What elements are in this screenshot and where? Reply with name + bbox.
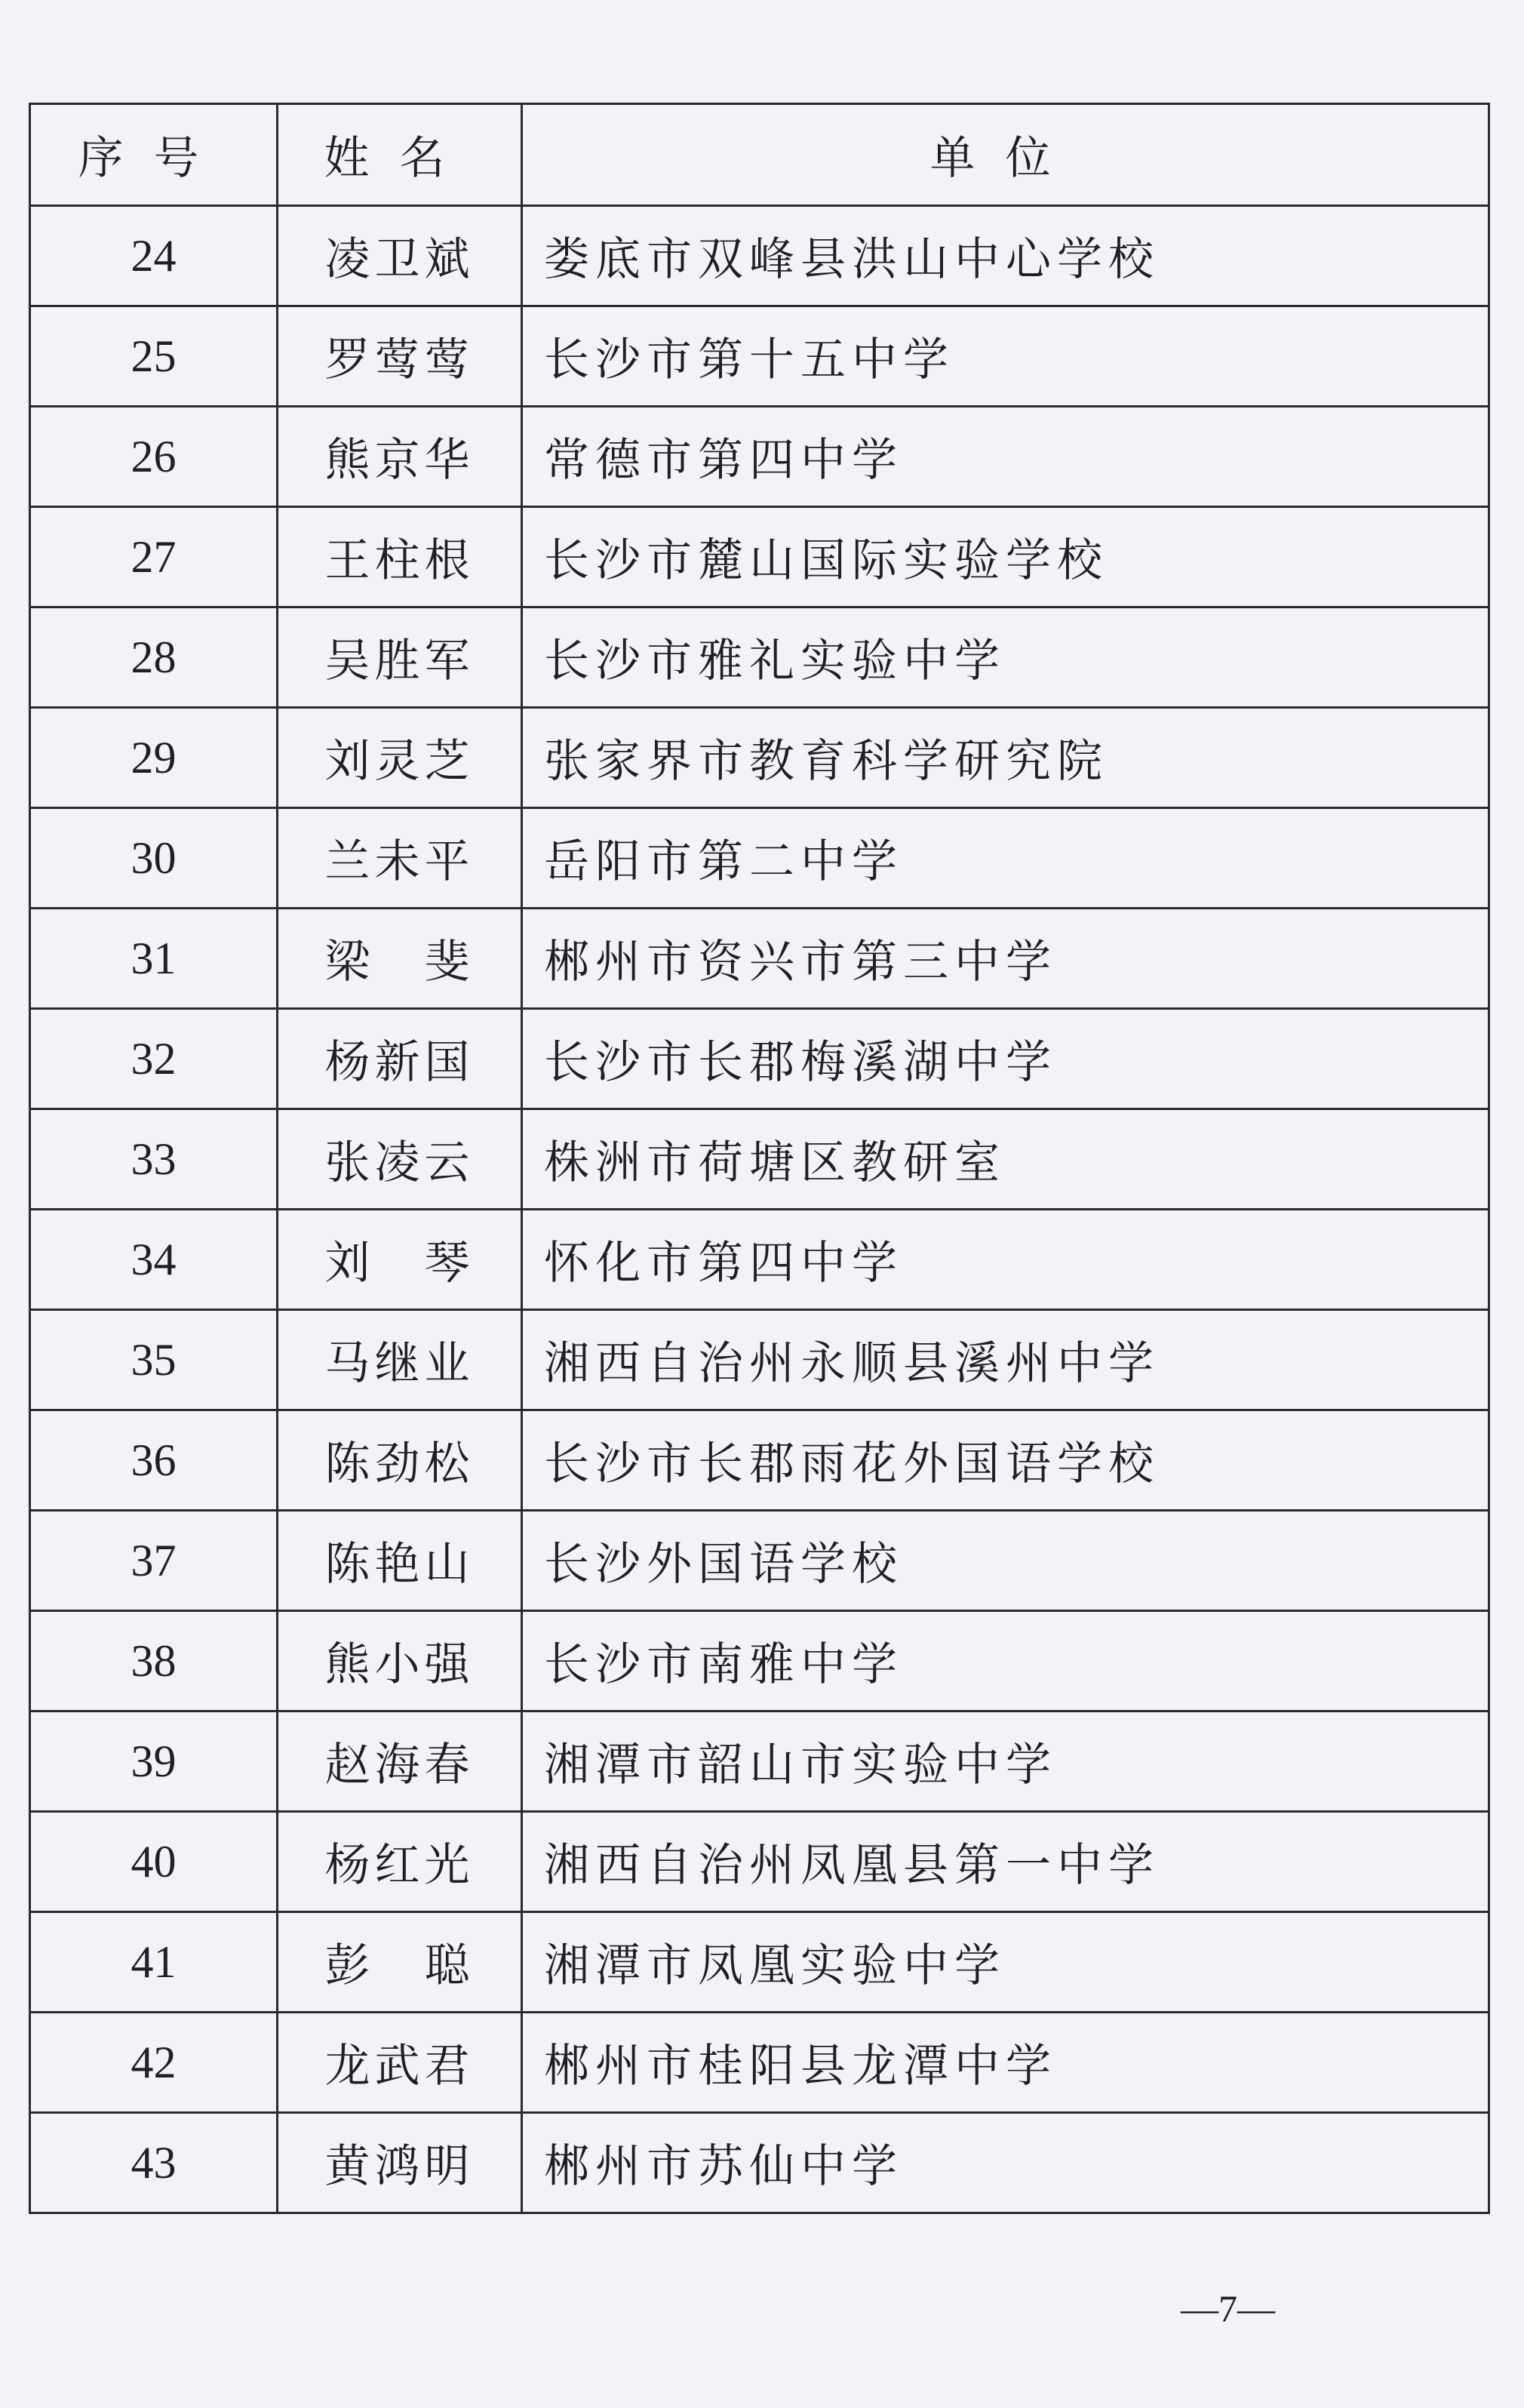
- cell-name: 熊小强: [278, 1611, 522, 1711]
- cell-unit: 张家界市教育科学研究院: [522, 708, 1489, 808]
- header-seq: 序号: [30, 104, 278, 206]
- cell-name: 马继业: [278, 1310, 522, 1410]
- table-row: [30, 1410, 1489, 1511]
- cell-seq: 34: [30, 1210, 278, 1310]
- table-row: [30, 1310, 1489, 1410]
- cell-name: 刘 琴: [278, 1210, 522, 1310]
- cell-name: 刘灵芝: [278, 708, 522, 808]
- cell-seq: 30: [30, 808, 278, 909]
- cell-name: 王柱根: [278, 507, 522, 607]
- cell-unit: 郴州市苏仙中学: [522, 2113, 1489, 2213]
- table-header-row: [30, 104, 1489, 206]
- cell-name: 吴胜军: [278, 607, 522, 708]
- table-row: [30, 306, 1489, 407]
- table-row: [30, 1611, 1489, 1711]
- table-row: [30, 1109, 1489, 1210]
- table-row: [30, 808, 1489, 909]
- table-row: [30, 607, 1489, 708]
- table-row: [30, 407, 1489, 507]
- cell-name: 张凌云: [278, 1109, 522, 1210]
- cell-unit: 怀化市第四中学: [522, 1210, 1489, 1310]
- cell-unit: 长沙市雅礼实验中学: [522, 607, 1489, 708]
- table-row: [30, 206, 1489, 306]
- table-row: [30, 1912, 1489, 2013]
- cell-name: 梁 斐: [278, 909, 522, 1009]
- cell-seq: 33: [30, 1109, 278, 1210]
- cell-name: 黄鸿明: [278, 2113, 522, 2213]
- cell-name: 龙武君: [278, 2013, 522, 2113]
- cell-unit: 岳阳市第二中学: [522, 808, 1489, 909]
- table-row: [30, 507, 1489, 607]
- cell-seq: 40: [30, 1812, 278, 1912]
- cell-unit: 长沙市麓山国际实验学校: [522, 507, 1489, 607]
- cell-seq: 26: [30, 407, 278, 507]
- cell-unit: 湘潭市韶山市实验中学: [522, 1711, 1489, 1812]
- cell-seq: 31: [30, 909, 278, 1009]
- header-unit: 单位: [522, 104, 1489, 206]
- table-row: [30, 2013, 1489, 2113]
- cell-unit: 株洲市荷塘区教研室: [522, 1109, 1489, 1210]
- cell-seq: 24: [30, 206, 278, 306]
- page-number: —7—: [1181, 2287, 1275, 2330]
- cell-name: 熊京华: [278, 407, 522, 507]
- cell-name: 罗莺莺: [278, 306, 522, 407]
- cell-seq: 41: [30, 1912, 278, 2013]
- cell-name: 凌卫斌: [278, 206, 522, 306]
- cell-unit: 娄底市双峰县洪山中心学校: [522, 206, 1489, 306]
- cell-unit: 湘西自治州永顺县溪州中学: [522, 1310, 1489, 1410]
- cell-name: 杨新国: [278, 1009, 522, 1109]
- cell-name: 陈劲松: [278, 1410, 522, 1511]
- cell-unit: 长沙市第十五中学: [522, 306, 1489, 407]
- cell-seq: 43: [30, 2113, 278, 2213]
- cell-seq: 29: [30, 708, 278, 808]
- header-name: 姓名: [278, 104, 522, 206]
- roster-table: [29, 103, 1490, 2214]
- table-body: [30, 206, 1489, 2213]
- cell-seq: 25: [30, 306, 278, 407]
- cell-unit: 长沙市长郡梅溪湖中学: [522, 1009, 1489, 1109]
- table-row: [30, 708, 1489, 808]
- cell-name: 彭 聪: [278, 1912, 522, 2013]
- cell-name: 陈艳山: [278, 1511, 522, 1611]
- cell-seq: 38: [30, 1611, 278, 1711]
- cell-unit: 常德市第四中学: [522, 407, 1489, 507]
- cell-unit: 湘潭市凤凰实验中学: [522, 1912, 1489, 2013]
- cell-seq: 35: [30, 1310, 278, 1410]
- cell-unit: 湘西自治州凤凰县第一中学: [522, 1812, 1489, 1912]
- table-row: [30, 1210, 1489, 1310]
- cell-name: 杨红光: [278, 1812, 522, 1912]
- table-row: [30, 909, 1489, 1009]
- cell-seq: 32: [30, 1009, 278, 1109]
- cell-seq: 37: [30, 1511, 278, 1611]
- cell-unit: 郴州市桂阳县龙潭中学: [522, 2013, 1489, 2113]
- cell-unit: 长沙外国语学校: [522, 1511, 1489, 1611]
- cell-seq: 36: [30, 1410, 278, 1511]
- cell-seq: 42: [30, 2013, 278, 2113]
- cell-seq: 28: [30, 607, 278, 708]
- cell-seq: 39: [30, 1711, 278, 1812]
- table-row: [30, 1009, 1489, 1109]
- cell-unit: 长沙市长郡雨花外国语学校: [522, 1410, 1489, 1511]
- cell-unit: 长沙市南雅中学: [522, 1611, 1489, 1711]
- table-row: [30, 1812, 1489, 1912]
- cell-unit: 郴州市资兴市第三中学: [522, 909, 1489, 1009]
- cell-seq: 27: [30, 507, 278, 607]
- table-row: [30, 1711, 1489, 1812]
- table-row: [30, 1511, 1489, 1611]
- cell-name: 兰未平: [278, 808, 522, 909]
- table-row: [30, 2113, 1489, 2213]
- cell-name: 赵海春: [278, 1711, 522, 1812]
